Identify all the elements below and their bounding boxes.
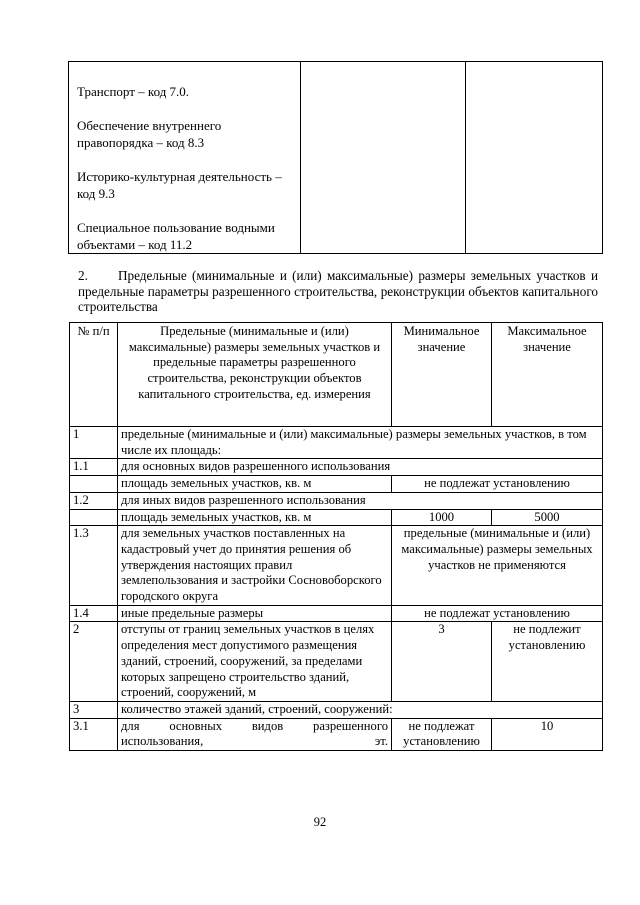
row-max-value: 10 [492,718,603,750]
row-value-merged: предельные (минимальные и (или) максимальные) размеры земельных участков не применяются [392,526,603,606]
permitted-use-item: Историко-культурная деятельность – код 9.3 [77,169,282,201]
row-number: 3 [70,701,118,718]
table-row [70,605,603,622]
row-number: 1.1 [70,459,118,476]
header-max: Максимальное значение [492,323,603,427]
row-min-value: 3 [392,622,492,702]
table-header-row [70,323,603,427]
row-min-value: 1000 [392,509,492,526]
section-heading [78,268,598,315]
page-number: 92 [313,815,327,829]
permitted-uses-cell [69,62,301,254]
table-row [70,509,603,526]
section-number: 2. [78,268,88,283]
header-parameter: Предельные (минимальные и (или) максимальные) размеры земельных участков и предельные параметры разрешенного строительства, реконструкции объектов капитального строительства, ед. измерения [118,323,392,427]
row-min-value: не подлежат установлению [392,718,492,750]
row-number: 3.1 [70,718,118,750]
row-text: для иных видов разрешенного использования [118,492,603,509]
table-row [70,459,603,476]
permitted-use-item: Обеспечение внутреннего правопорядка – код 8.3 [77,118,222,150]
row-number: 2 [70,622,118,702]
row-text: для земельных участков поставленных на кадастровый учет до принятия решения об утверждения настоящих правил землепользования и застройки Сосновоборского городского округа [118,526,392,606]
permitted-use-item: Транспорт – код 7.0. [77,84,190,99]
section-title: Предельные (минимальные и (или) максимальные) размеры земельных участков и предельные параметры разрешенного строительства, реконструкции объектов капитального строительства [78,268,598,314]
row-text: количество этажей зданий, строений, сооружений: [118,701,603,718]
row-max-value: 5000 [492,509,603,526]
table-row [70,718,603,750]
previous-table-fragment [68,61,603,254]
row-number: 1.4 [70,605,118,622]
row-text: площадь земельных участков, кв. м [118,476,392,493]
table-row [70,492,603,509]
header-number: № п/п [70,323,118,427]
row-value-merged: не подлежат установлению [392,605,603,622]
row-text: для основных видов разрешенного использования, эт. [118,718,392,750]
table-row [70,701,603,718]
row-value-merged: не подлежат установлению [392,476,603,493]
table-row [70,476,603,493]
row-text: иные предельные размеры [118,605,392,622]
empty-cell [466,62,603,254]
row-text: для основных видов разрешенного использования [118,459,603,476]
header-min: Минимальное значение [392,323,492,427]
table-row [70,427,603,459]
row-text: площадь земельных участков, кв. м [118,509,392,526]
row-number: 1.2 [70,492,118,509]
row-number [70,476,118,493]
permitted-uses-list [69,62,300,253]
row-text: отступы от границ земельных участков в целях определения мест допустимого размещения зданий, строений, сооружений, за пределами которых запрещено строительство зданий, строений, сооружений, м [118,622,392,702]
empty-cell [301,62,466,254]
row-number: 1.3 [70,526,118,606]
row-number: 1 [70,427,118,459]
permitted-use-item: Специальное пользование водными объектами – код 11.2 [77,220,275,252]
row-text: предельные (минимальные и (или) максимальные) размеры земельных участков, в том числе их площадь: [118,427,603,459]
table-row [70,526,603,606]
row-max-value: не подлежит установлению [492,622,603,702]
row-number [70,509,118,526]
parameters-table [69,322,603,751]
table-row [70,622,603,702]
